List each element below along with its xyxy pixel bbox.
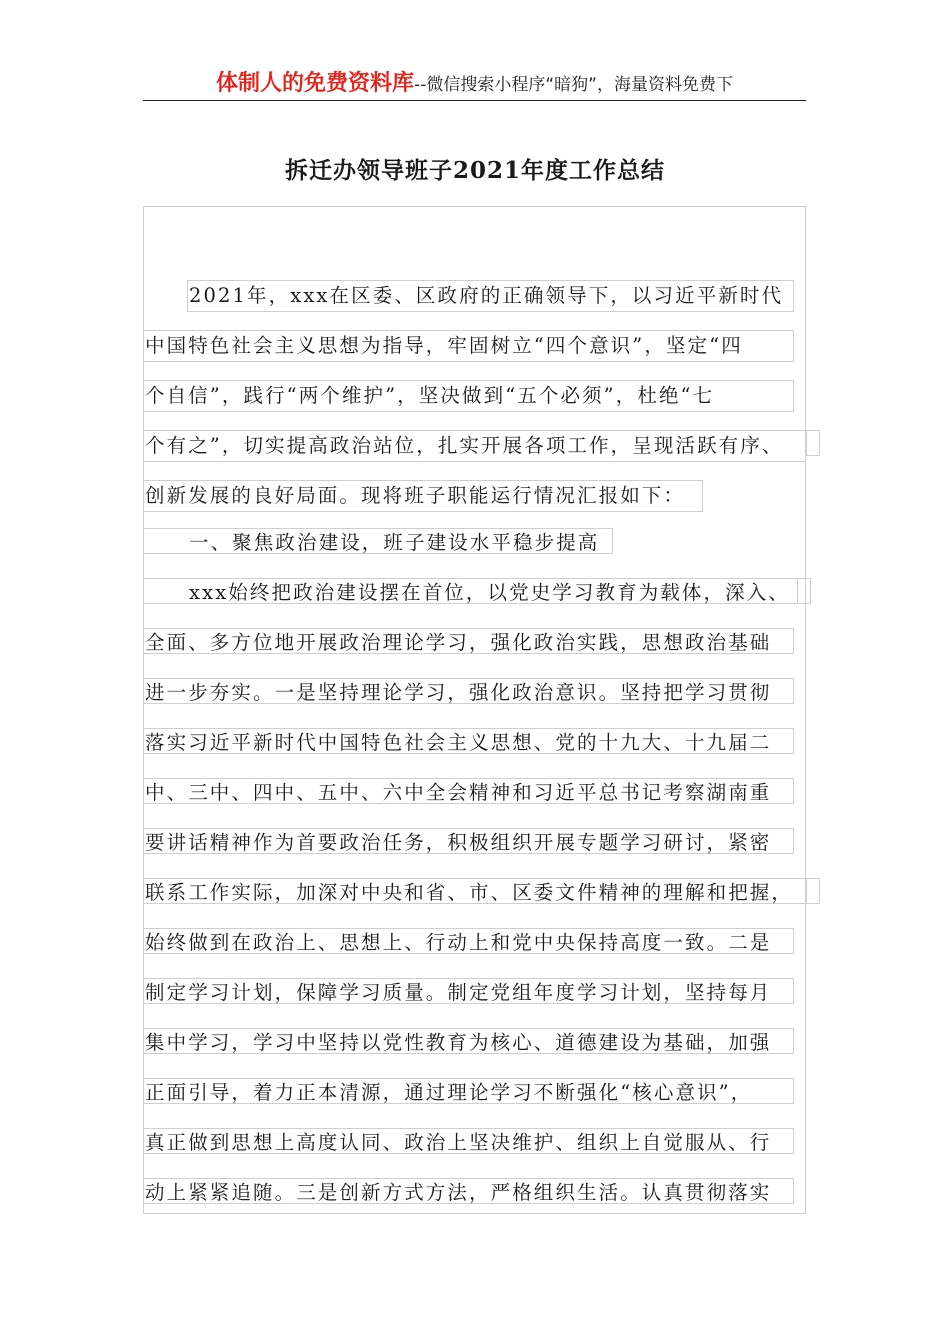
body-line: 全面、多方位地开展政治理论学习，强化政治实践，思想政治基础 bbox=[145, 631, 772, 654]
body-line: 个有之”，切实提高政治站位，扎实开展各项工作，呈现活跃有序、 bbox=[145, 434, 784, 457]
margin-box bbox=[806, 878, 820, 904]
margin-box bbox=[797, 578, 811, 604]
body-line: 集中学习，学习中坚持以党性教育为核心、道德建设为基础，加强 bbox=[145, 1031, 772, 1054]
document-title: 拆迁办领导班子2021年度工作总结 bbox=[284, 157, 665, 184]
body-line: 正面引导，着力正本清源，通过理论学习不断强化“核心意识”， bbox=[145, 1081, 753, 1104]
body-line: 始终做到在政治上、思想上、行动上和党中央保持高度一致。二是 bbox=[145, 931, 772, 954]
body-line: 2021年，xxx在区委、区政府的正确领导下，以习近平新时代 bbox=[189, 284, 784, 307]
body-line: 中国特色社会主义思想为指导，牢固树立“四个意识”，坚定“四 bbox=[145, 334, 743, 357]
body-line: 要讲话精神作为首要政治任务，积极组织开展专题学习研讨，紧密 bbox=[145, 831, 772, 854]
body-line: 进一步夯实。一是坚持理论学习，强化政治意识。坚持把学习贯彻 bbox=[145, 681, 772, 704]
body-line: 个自信”，践行“两个维护”，坚决做到“五个必须”，杜绝“七 bbox=[145, 384, 715, 407]
body-line: 中、三中、四中、五中、六中全会精神和习近平总书记考察湖南重 bbox=[145, 781, 772, 804]
body-line: 制定学习计划，保障学习质量。制定党组年度学习计划，坚持每月 bbox=[145, 981, 772, 1004]
page-header bbox=[143, 68, 806, 101]
body-line: 落实习近平新时代中国特色社会主义思想、党的十九大、十九届二 bbox=[145, 731, 772, 754]
section-heading: 一、聚焦政治建设，班子建设水平稳步提高 bbox=[189, 531, 600, 554]
body-line: 创新发展的良好局面。现将班子职能运行情况汇报如下： bbox=[145, 484, 686, 507]
body-line: xxx始终把政治建设摆在首位，以党史学习教育为载体，深入、 bbox=[189, 581, 790, 604]
tagline-text: --微信搜索小程序“暗狗”，海量资料免费下 bbox=[414, 75, 733, 95]
margin-box bbox=[806, 430, 820, 456]
body-line: 联系工作实际，加深对中央和省、市、区委文件精神的理解和把握， bbox=[145, 881, 794, 904]
body-line: 真正做到思想上高度认同、政治上坚决维护、组织上自觉服从、行 bbox=[145, 1131, 772, 1154]
body-line: 动上紧紧追随。三是创新方式方法，严格组织生活。认真贯彻落实 bbox=[145, 1181, 772, 1204]
brand-text: 体制人的免费资料库 bbox=[216, 71, 415, 96]
